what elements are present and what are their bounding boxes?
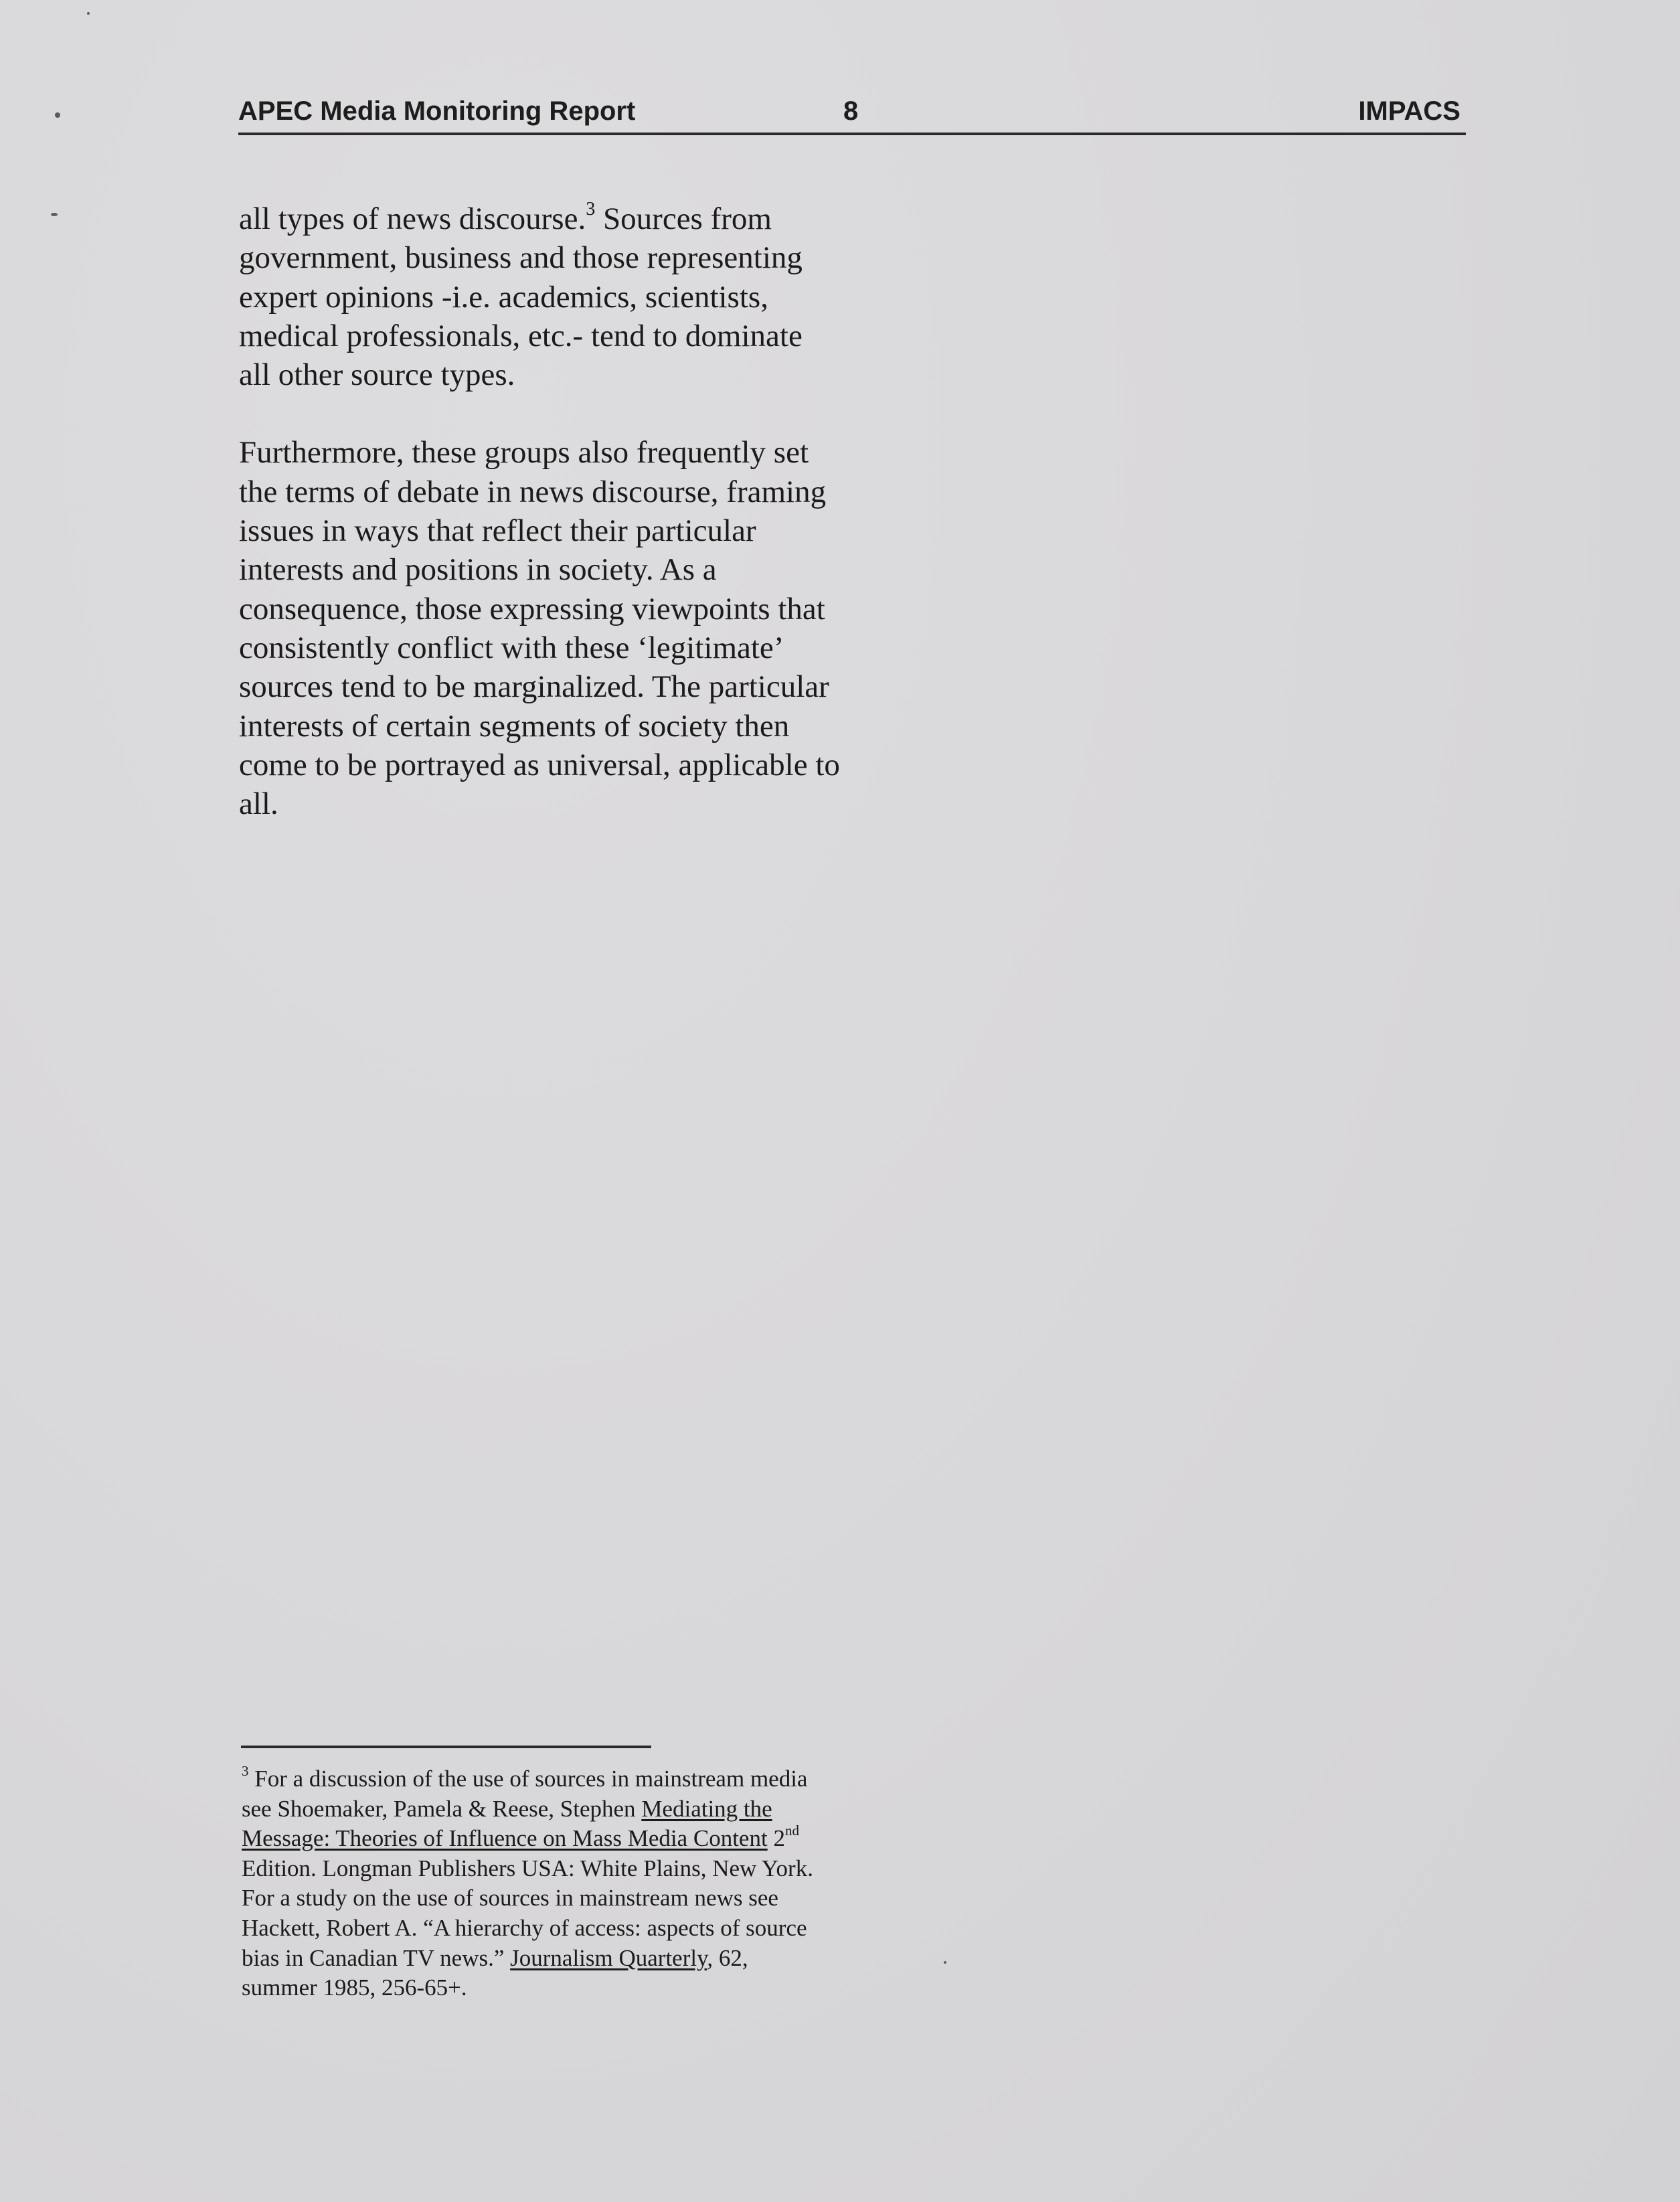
page-number: 8 bbox=[843, 96, 859, 126]
report-title: APEC Media Monitoring Report bbox=[238, 96, 636, 126]
footnote-marker: 3 bbox=[242, 1763, 249, 1780]
scan-speck bbox=[944, 1961, 946, 1964]
scan-speck bbox=[51, 213, 58, 216]
paragraph-2: Furthermore, these groups also frequently set the terms of debate in news discourse, framing issues in ways that reflect their particular interests and positions in society. As a consequence, those expressing viewpoints that consistently conflict with these ‘legitimate’ sources tend to be marginalized. The particular interests of certain segments of society then come to be portrayed as universal, applicable to all. bbox=[239, 435, 840, 822]
footnote-publisher-text: Edition. Longman Publishers USA: White Plains, New York. For a study on the use of sources in mainstream news see Hackett, Robert A. “A hierarchy of access: aspects of source bias in Canadian TV news.” bbox=[242, 1855, 813, 1971]
page-header bbox=[238, 94, 1466, 135]
footnote-journal-title: Journalism Quarterly bbox=[510, 1944, 707, 1971]
footnote-edition-suffix: nd bbox=[784, 1823, 799, 1839]
footnote-edition-number: 2 bbox=[767, 1825, 785, 1852]
footnote-intro: For a discussion of the use of sources in mainstream media see Shoemaker, Pamela & Reese, Stephen bbox=[242, 1766, 808, 1822]
footnote-separator bbox=[241, 1746, 651, 1748]
organization-name: IMPACS bbox=[1358, 96, 1460, 126]
paragraph-1 bbox=[239, 199, 841, 394]
body-text-column bbox=[239, 199, 841, 823]
footnote bbox=[242, 1764, 817, 2003]
footnote-reference: 3 bbox=[586, 199, 596, 220]
footnote-citation-end: , 62, summer 1985, 256-65+. bbox=[242, 1944, 748, 2001]
paragraph-1-lead: all types of news discourse. bbox=[239, 201, 586, 236]
scan-speck bbox=[87, 12, 90, 15]
scan-speck bbox=[55, 112, 60, 118]
footnote-book-title: Mediating the Message: Theories of Influence on Mass Media Content bbox=[242, 1795, 772, 1852]
paragraph-1-rest: Sources from government, business and those representing expert opinions -i.e. academics, scientists, medical professionals, etc.- tend to dominate all other source types. bbox=[239, 201, 803, 393]
